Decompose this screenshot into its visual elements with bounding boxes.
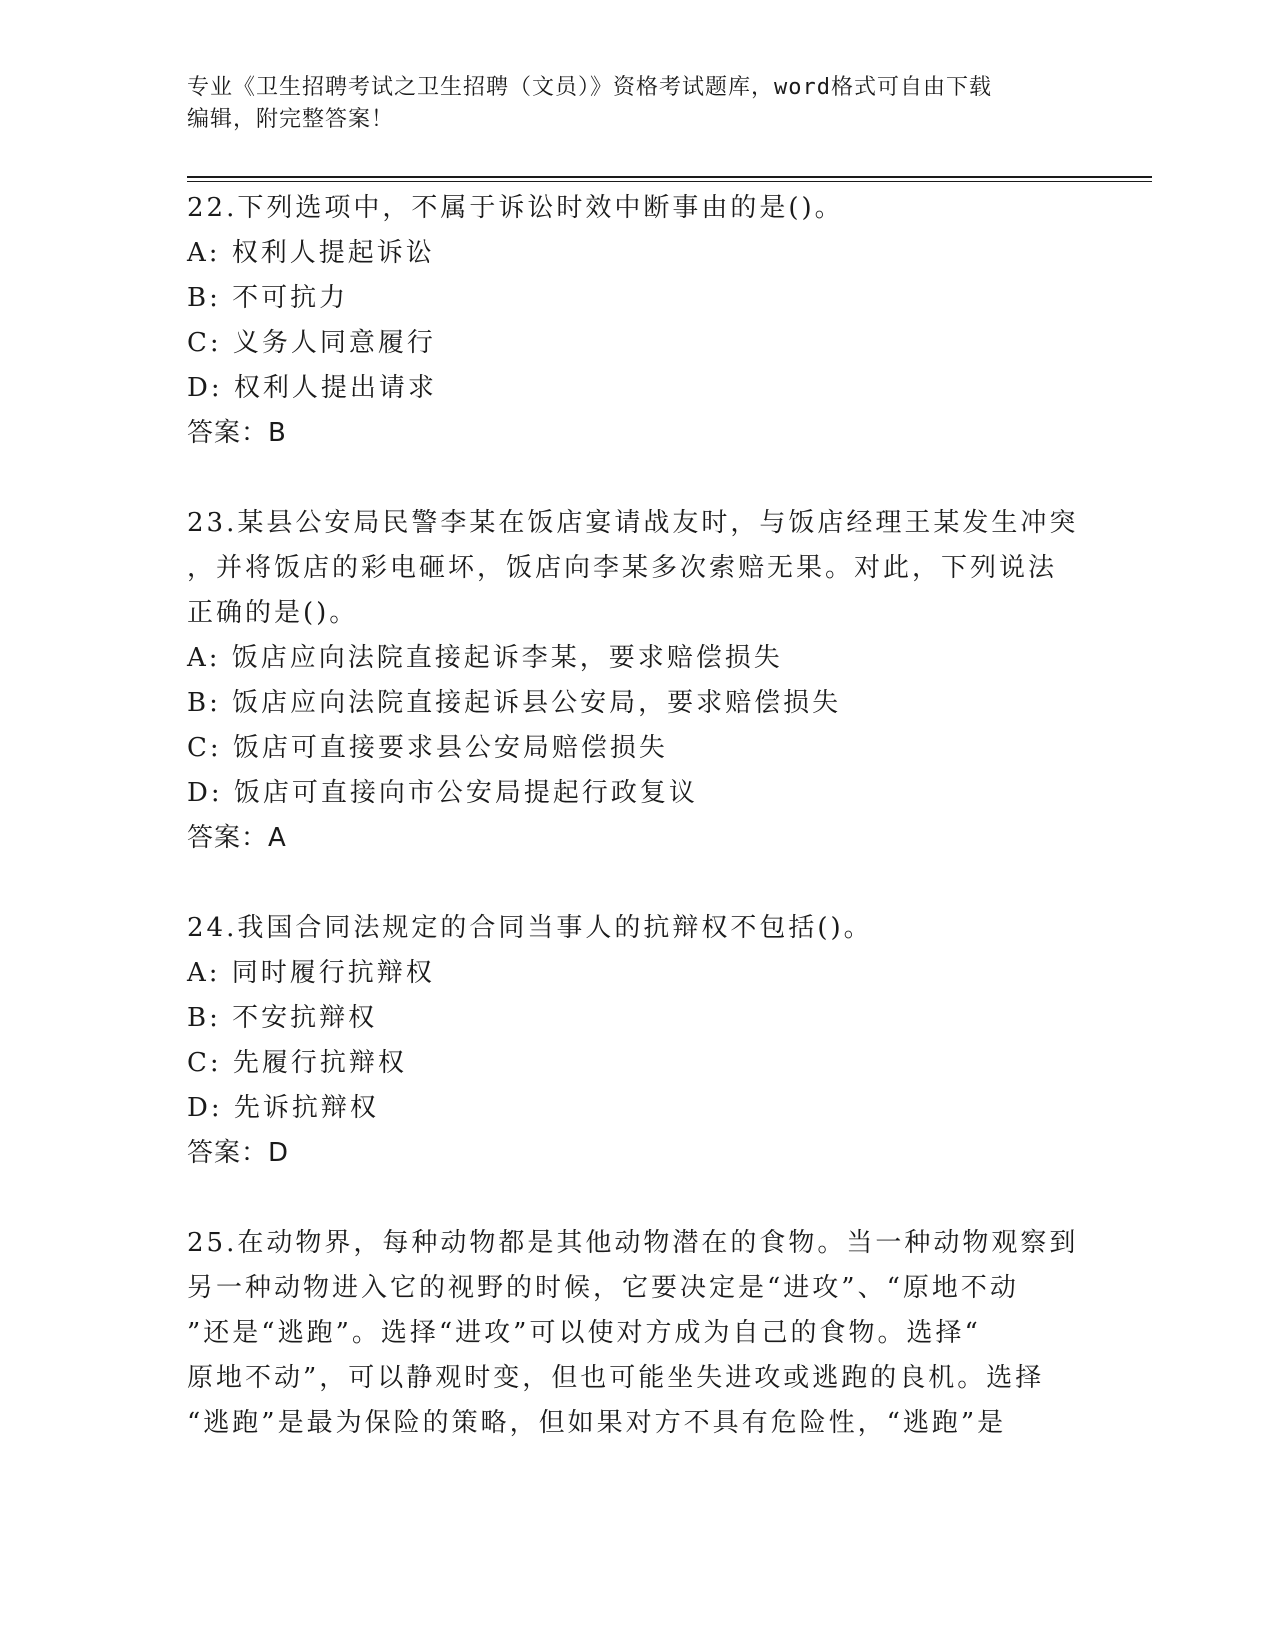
question-text-line: 原地不动”，可以静观时变，但也可能坐失进攻或逃跑的良机。选择: [187, 1363, 1045, 1393]
question-text-line: ，并将饭店的彩电砸坏，饭店向李某多次索赔无果。对此，下列说法: [187, 553, 1058, 583]
question-text-line: 22.下列选项中，不属于诉讼时效中断事由的是()。: [187, 193, 844, 223]
header-line-1: 专业《卫生招聘考试之卫生招聘（文员）》资格考试题库，word格式可自由下载: [187, 75, 992, 100]
option-d: D: 饭店可直接向市公安局提起行政复议: [187, 778, 698, 808]
answer-label: 答案：: [187, 823, 269, 853]
question-text-line: 23.某县公安局民警李某在饭店宴请战友时，与饭店经理王某发生冲突: [187, 508, 1079, 538]
question-23: [187, 501, 1087, 861]
option-d: D: 权利人提出请求: [187, 373, 437, 403]
question-25: [187, 1221, 1087, 1446]
answer-value: A: [268, 823, 287, 853]
answer-value: B: [268, 418, 287, 448]
option-a: A: 饭店应向法院直接起诉李某，要求赔偿损失: [187, 643, 783, 673]
question-list: [187, 186, 1087, 1491]
option-c: C: 义务人同意履行: [187, 328, 436, 358]
answer-line: [187, 411, 1087, 456]
option-a: A: 权利人提起诉讼: [187, 238, 435, 268]
question-text-line: ”还是“逃跑”。选择“进攻”可以使对方成为自己的食物。选择“: [187, 1318, 981, 1348]
option-b: B: 饭店应向法院直接起诉县公安局，要求赔偿损失: [187, 688, 842, 718]
question-text-line: 另一种动物进入它的视野的时候，它要决定是“进攻”、“原地不动: [187, 1273, 1019, 1303]
question-text-line: “逃跑”是最为保险的策略，但如果对方不具有危险性，“逃跑”是: [187, 1408, 1007, 1438]
question-text-line: 25.在动物界，每种动物都是其他动物潜在的食物。当一种动物观察到: [187, 1228, 1079, 1258]
answer-label: 答案：: [187, 418, 269, 448]
answer-label: 答案：: [187, 1138, 269, 1168]
answer-value: D: [268, 1138, 290, 1168]
answer-line: [187, 1131, 1087, 1176]
header-rule-thin: [187, 181, 1152, 182]
option-a: A: 同时履行抗辩权: [187, 958, 435, 988]
question-text-line: 24.我国合同法规定的合同当事人的抗辩权不包括()。: [187, 913, 873, 943]
question-22: [187, 186, 1087, 456]
option-c: C: 饭店可直接要求县公安局赔偿损失: [187, 733, 668, 763]
answer-line: [187, 816, 1087, 861]
option-b: B: 不可抗力: [187, 283, 349, 313]
option-c: C: 先履行抗辩权: [187, 1048, 407, 1078]
option-b: B: 不安抗辩权: [187, 1003, 378, 1033]
option-d: D: 先诉抗辩权: [187, 1093, 379, 1123]
question-24: [187, 906, 1087, 1176]
header-rule-thick: [187, 176, 1152, 178]
document-header: [187, 72, 1087, 136]
header-line-2: 编辑，附完整答案！: [187, 107, 395, 132]
question-text-line: 正确的是()。: [187, 598, 359, 628]
